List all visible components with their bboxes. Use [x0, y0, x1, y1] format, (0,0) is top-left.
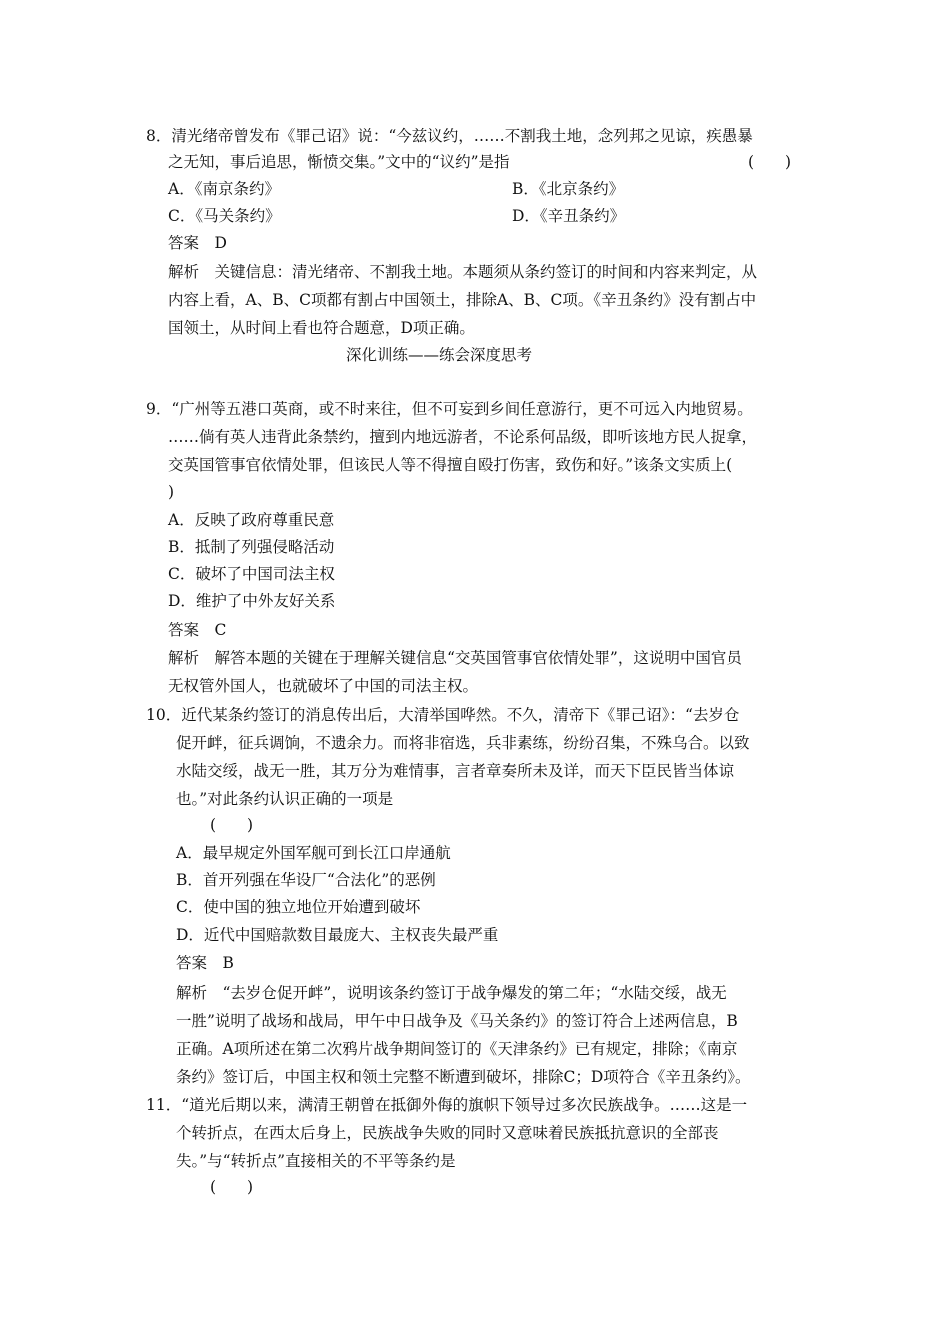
q11-stem-line: 11．“道光后期以来，满清王朝曾在抵御外侮的旗帜下领导过多次民族战争。……这是一	[146, 1096, 748, 1114]
q10-stem-line: 10．近代某条约签订的消息传出后，大清举国哗然。不久，清帝下《罪己诏》：“去岁仓	[146, 706, 740, 724]
q11-stem-line: 失。”与“转折点”直接相关的不平等条约是	[176, 1152, 456, 1170]
q9-stem-line: 9．“广州等五港口英商，或不时来往，但不可妄到乡间任意游行，更不可远入内地贸易。	[146, 400, 753, 418]
q8-option-d: D．《辛丑条约》	[512, 207, 626, 225]
q10-answer: 答案 B	[176, 954, 234, 972]
q9-analysis-line: 无权管外国人，也就破坏了中国的司法主权。	[168, 677, 479, 695]
q10-analysis-line: 正确。A项所述在第二次鸦片战争期间签订的《天津条约》已有规定，排除；《南京	[176, 1040, 738, 1058]
q10-answer-paren: ( )	[210, 816, 254, 834]
q9-option-a: A．反映了政府尊重民意	[168, 511, 335, 529]
q9-option-c: C．破坏了中国司法主权	[168, 565, 335, 583]
q8-option-b: B．《北京条约》	[512, 180, 625, 198]
q9-option-d: D．维护了中外友好关系	[168, 592, 336, 610]
q11-answer-paren: ( )	[210, 1178, 254, 1196]
q8-option-c: C．《马关条约》	[168, 207, 281, 225]
q8-answer-paren: ( )	[748, 153, 792, 171]
q11-stem-line: 个转折点，在西太后身上，民族战争失败的同时又意味着民族抵抗意识的全部丧	[176, 1124, 719, 1142]
q10-option-a: A．最早规定外国军舰可到长江口岸通航	[176, 844, 451, 862]
q10-stem-line: 水陆交绥，战无一胜，其万分为难情事，言者章奏所未及详，而天下臣民皆当体谅	[176, 762, 735, 780]
q8-analysis-line: 内容上看，A、B、C项都有割占中国领土，排除A、B、C项。《辛丑条约》没有割占中	[168, 291, 757, 309]
q8-stem-line: 之无知，事后追思，惭愤交集。”文中的“议约”是指	[168, 153, 510, 171]
q10-analysis-line: 一胜”说明了战场和战局，甲午中日战争及《马关条约》的签订符合上述两信息，B	[176, 1012, 738, 1030]
q10-option-d: D．近代中国赔款数目最庞大、主权丧失最严重	[176, 926, 499, 944]
q9-stem-line: 交英国管事官依情处罪，但该民人等不得擅自殴打伤害，致伤和好。”该条文实质上(	[168, 456, 733, 474]
q9-stem-line: ……倘有英人违背此条禁约，擅到内地远游者，不论系何品级，即听该地方民人捉拿，	[168, 428, 758, 446]
q8-answer: 答案 D	[168, 234, 227, 252]
q9-stem-line: )	[168, 483, 175, 501]
q10-stem-line: 也。”对此条约认识正确的一项是	[176, 790, 394, 808]
q10-option-b: B．首开列强在华设厂“合法化”的恶例	[176, 871, 436, 889]
q8-option-a: A．《南京条约》	[168, 180, 280, 198]
q10-analysis-line: 条约》签订后，中国主权和领土完整不断遭到破坏，排除C；D项符合《辛丑条约》。	[176, 1068, 751, 1086]
q9-option-b: B．抵制了列强侵略活动	[168, 538, 335, 556]
q9-analysis-line: 解析 解答本题的关键在于理解关键信息“交英国管事官依情处罪”，这说明中国官员	[168, 649, 742, 667]
q8-analysis-line: 国领土，从时间上看也符合题意，D项正确。	[168, 319, 475, 337]
q8-stem-line: 8．清光绪帝曾发布《罪己诏》说：“今兹议约，……不割我土地，念列邦之见谅，疾愚暴	[146, 127, 753, 145]
q10-stem-line: 促开衅，征兵调饷，不遗余力。而将非宿选，兵非素练，纷纷召集，不殊乌合。以致	[176, 734, 750, 752]
q10-analysis-line: 解析 “去岁仓促开衅”，说明该条约签订于战争爆发的第二年；“水陆交绥，战无	[176, 984, 727, 1002]
q10-option-c: C．使中国的独立地位开始遭到破坏	[176, 898, 421, 916]
section-title: 深化训练——练会深度思考	[346, 346, 533, 364]
q8-analysis-line: 解析 关键信息：清光绪帝、不割我土地。本题须从条约签订的时间和内容来判定，从	[168, 263, 758, 281]
q9-answer: 答案 C	[168, 621, 227, 639]
